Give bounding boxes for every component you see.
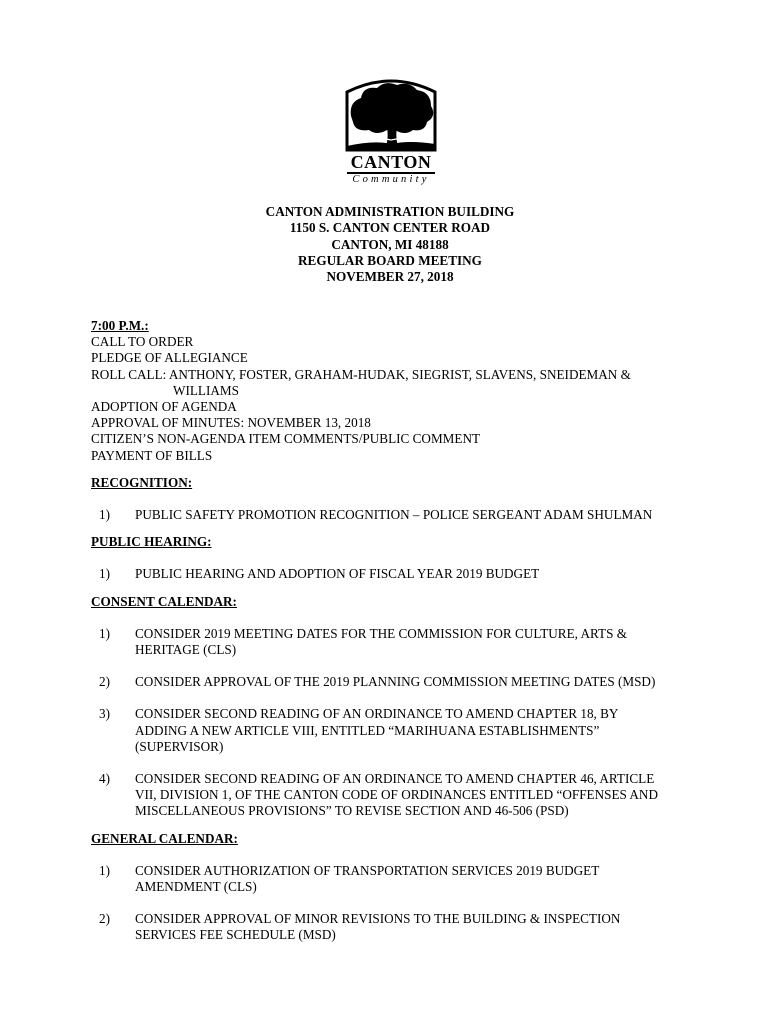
meeting-time: 7:00 P.M.: [91, 318, 149, 333]
list-item: 1) CONSIDER 2019 MEETING DATES FOR THE COMMISSION FOR CULTURE, ARTS & HERITAGE (CLS) [99, 625, 627, 658]
pledge: PLEDGE OF ALLEGIANCE [91, 350, 248, 366]
header-address: 1150 S. CANTON CENTER ROAD [289, 220, 491, 236]
list-item: 1) PUBLIC SAFETY PROMOTION RECOGNITION – POLICE SERGEANT ADAM SHULMAN [99, 507, 653, 523]
section-heading-public-hearing: PUBLIC HEARING: [91, 534, 212, 550]
adoption-of-agenda: ADOPTION OF AGENDA [91, 399, 237, 415]
agenda-body [91, 318, 701, 944]
approval-of-minutes: APPROVAL OF MINUTES: NOVEMBER 13, 2018 [91, 415, 371, 431]
list-item: 2) CONSIDER APPROVAL OF MINOR REVISIONS TO THE BUILDING & INSPECTION SERVICES FEE SCHEDULE (MSD) [99, 911, 621, 943]
roll-call: ROLL CALL: ANTHONY, FOSTER, GRAHAM-HUDAK, SIEGRIST, SLAVENS, SNEIDEMAN & [91, 366, 631, 382]
call-to-order: CALL TO ORDER [91, 334, 194, 350]
section-heading-general-calendar: GENERAL CALENDAR: [91, 830, 238, 846]
meeting-header [0, 204, 770, 285]
logo-tagline: Community [352, 174, 430, 185]
payment-of-bills: PAYMENT OF BILLS [91, 447, 213, 463]
header-date: NOVEMBER 27, 2018 [326, 269, 454, 285]
list-item: 1) CONSIDER AUTHORIZATION OF TRANSPORTATION SERVICES 2019 BUDGET AMENDMENT (CLS) [99, 862, 600, 895]
roll-call-continued: WILLIAMS [173, 382, 239, 398]
logo-wordmark: CANTON [345, 152, 437, 174]
header-building: CANTON ADMINISTRATION BUILDING [265, 204, 515, 219]
tree-icon [345, 76, 437, 152]
section-heading-recognition: RECOGNITION: [91, 474, 193, 490]
list-item: 2) CONSIDER APPROVAL OF THE 2019 PLANNING COMMISSION MEETING DATES (MSD) [99, 674, 656, 690]
header-meeting-type: REGULAR BOARD MEETING [298, 252, 482, 268]
public-comment: CITIZEN’S NON-AGENDA ITEM COMMENTS/PUBLIC COMMENT [91, 431, 481, 447]
list-item: 4) CONSIDER SECOND READING OF AN ORDINANCE TO AMEND CHAPTER 46, ARTICLE VII, DIVISION 1, OF THE CANTON CODE OF ORDINANCES ENTITLED “OFFENSES AND MISCELLANEOUS PROVISIONS” TO REVISE SECTION AND 46-506 (PSD) [99, 771, 658, 819]
header-city: CANTON, MI 48188 [331, 236, 449, 252]
list-item: 1) PUBLIC HEARING AND ADOPTION OF FISCAL YEAR 2019 BUDGET [99, 566, 540, 582]
canton-logo [345, 76, 437, 188]
list-item: 3) CONSIDER SECOND READING OF AN ORDINANCE TO AMEND CHAPTER 18, BY ADDING A NEW ARTICLE VIII, ENTITLED “MARIHUANA ESTABLISHMENTS” (SUPERVISOR) [99, 706, 619, 754]
section-heading-consent-calendar: CONSENT CALENDAR: [91, 593, 237, 609]
